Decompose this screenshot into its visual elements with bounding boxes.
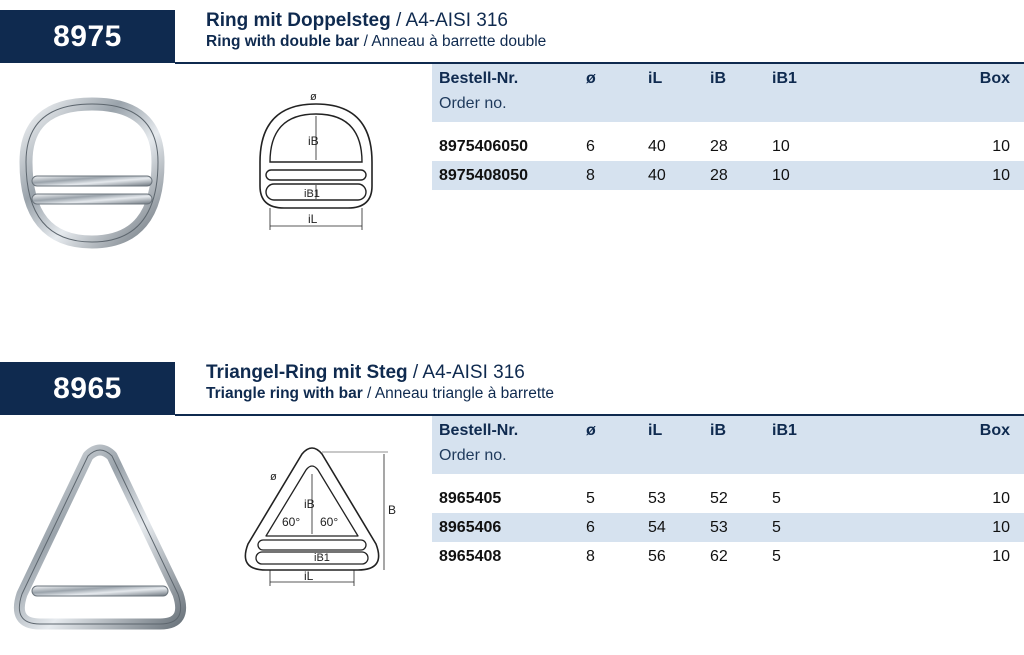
col-header-box: Box (952, 416, 1024, 447)
product-titles (206, 10, 546, 51)
cell-il: 54 (641, 513, 703, 542)
spec-table (432, 416, 1024, 571)
col-header-il: iL (641, 64, 703, 95)
cell-ib1: 5 (765, 513, 952, 542)
drawing-label-il: iL (304, 569, 314, 583)
product-section-8965 (0, 362, 1024, 655)
drawing-label-b: B (388, 503, 397, 517)
table-row (432, 161, 1024, 190)
cell-ib1: 5 (765, 479, 952, 513)
table-row (432, 479, 1024, 513)
table-header-row (432, 64, 1024, 95)
table-header-row (432, 416, 1024, 447)
cell-il: 40 (641, 127, 703, 161)
product-title-de: Ring mit Doppelsteg / A4-AISI 316 (206, 10, 508, 31)
cell-ib1: 5 (772, 547, 781, 565)
cell-ib1: 10 (765, 127, 952, 161)
table-subheader-row (432, 447, 1024, 479)
col-header-box: Box (952, 64, 1024, 95)
cell-diameter: 5 (579, 479, 641, 513)
drawing-label-diameter: ø (310, 91, 317, 103)
product-section-8975 (0, 10, 1024, 280)
col-header-il: iL (641, 416, 703, 447)
cell-ib: 52 (703, 479, 765, 513)
col-header-order-no: Bestell-Nr. (432, 64, 579, 95)
cell-ib1: 10 (765, 161, 952, 190)
spec-table (432, 64, 1024, 190)
cell-il: 53 (641, 479, 703, 513)
col-header-diameter: ø (579, 416, 641, 447)
cell-box: 10 (952, 161, 1024, 190)
table-row (432, 542, 1024, 571)
cell-diameter: 6 (579, 513, 641, 542)
product-title-en-fr: Triangle ring with bar / Anneau triangle à barrette (206, 385, 555, 402)
col-header-ib1: iB1 (765, 64, 952, 95)
cell-diameter: 8 (579, 161, 641, 190)
drawing-label-angle-left: 60° (282, 515, 301, 529)
cell-ib: 28 (703, 161, 765, 190)
cell-order-no: 8965405 (432, 479, 579, 513)
drawing-label-diameter: ø (270, 471, 277, 483)
cell-order-no: 8965408 (439, 547, 502, 565)
drawing-label-ib: iB (304, 497, 315, 511)
cell-box: 10 (992, 547, 1010, 565)
cell-box: 10 (952, 479, 1024, 513)
cell-diameter: 8 (586, 547, 595, 565)
col-header-diameter: ø (579, 64, 641, 95)
cell-ib: 28 (703, 127, 765, 161)
cell-box: 10 (952, 513, 1024, 542)
drawing-label-ib1: iB1 (314, 552, 330, 564)
cell-order-no: 8965406 (432, 513, 579, 542)
product-code-badge: 8965 (0, 362, 175, 415)
product-photo-ring-double-bar (6, 92, 178, 252)
drawing-label-il: iL (308, 212, 318, 226)
drawing-label-angle-right: 60° (320, 515, 339, 529)
product-code-badge: 8975 (0, 10, 175, 63)
technical-drawing-triangle-ring (240, 444, 400, 594)
product-title-en-fr: Ring with double bar / Anneau à barrette double (206, 33, 547, 50)
drawing-label-ib: iB (308, 134, 319, 148)
product-photo-triangle-ring (10, 444, 190, 644)
cell-box: 10 (952, 127, 1024, 161)
col-header-ib1: iB1 (765, 416, 952, 447)
col-header-ib: iB (703, 64, 765, 95)
cell-order-no: 8975406050 (432, 127, 579, 161)
col-header-order-no: Bestell-Nr. (432, 416, 579, 447)
product-title-de: Triangel-Ring mit Steg / A4-AISI 316 (206, 362, 525, 383)
cell-ib: 62 (710, 547, 728, 565)
technical-drawing-ring-double-bar (248, 90, 388, 240)
product-titles (206, 362, 554, 403)
cell-il: 56 (648, 547, 666, 565)
cell-diameter: 6 (579, 127, 641, 161)
table-row (432, 513, 1024, 542)
table-subheader-row (432, 95, 1024, 127)
cell-il: 40 (641, 161, 703, 190)
cell-order-no: 8975408050 (432, 161, 579, 190)
col-header-ib: iB (703, 416, 765, 447)
table-row (432, 127, 1024, 161)
col-subheader-order-no: Order no. (432, 95, 579, 127)
col-subheader-order-no: Order no. (432, 447, 579, 479)
drawing-label-ib1: iB1 (304, 188, 320, 200)
cell-ib: 53 (703, 513, 765, 542)
